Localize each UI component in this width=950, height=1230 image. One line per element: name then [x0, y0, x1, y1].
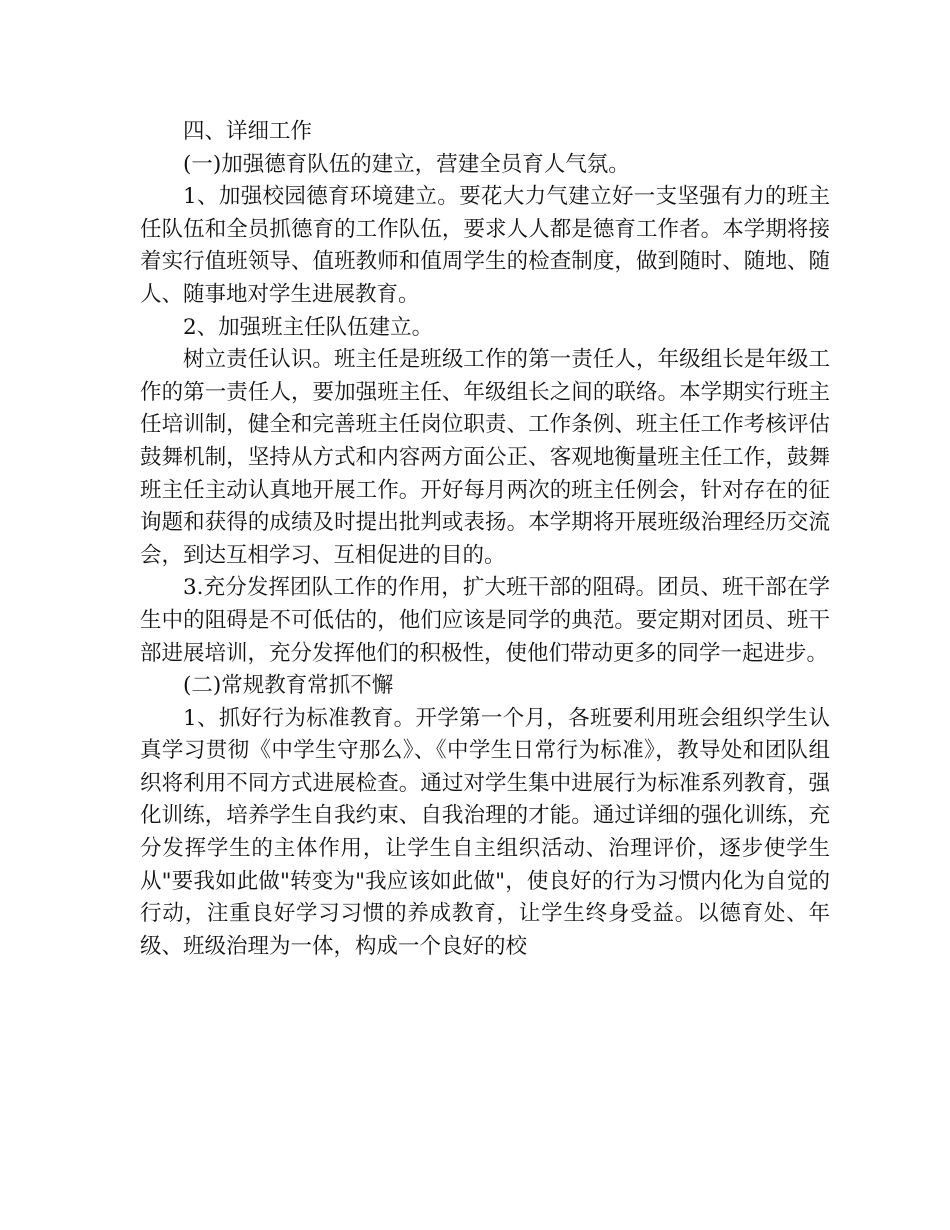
- paragraph-1: 1、加强校园德育环境建立。要花大力气建立好一支坚强有力的班主任队伍和全员抓德育的工作队伍，要求人人都是德育工作者。本学期将接着实行值班领导、值班教师和值周学生的检查制度，做到随时、随地、随人、随事地对学生进展教育。: [140, 184, 830, 307]
- paragraph-4: 3.充分发挥团队工作的作用，扩大班干部的阻碍。团员、班干部在学生中的阻碍是不可低估的，他们应该是同学的典范。要定期对团员、班干部进展培训，充分发挥他们的积极性，使他们带动更多的同学一起进步。: [140, 575, 830, 666]
- paragraph-3: 树立责任认识。班主任是班级工作的第一责任人，年级组长是年级工作的第一责任人，要加强班主任、年级组长之间的联络。本学期实行班主任培训制，健全和完善班主任岗位职责、工作条例、班主任工作考核评估鼓舞机制，坚持从方式和内容两方面公正、客观地衡量班主任工作，鼓舞班主任主动认真地开展工作。开好每月两次的班主任例会，针对存在的征询题和获得的成绩及时提出批判或表扬。本学期将开展班级治理经历交流会，到达互相学习、互相促进的目的。: [140, 347, 830, 568]
- paragraph-2-heading: 2、加强班主任队伍建立。: [183, 314, 434, 340]
- section-heading: 四、详细工作: [183, 119, 313, 144]
- subsection-heading-1: (一)加强德育队伍的建立，营建全员育人气氛。: [183, 151, 630, 177]
- subsection-heading-2: (二)常规教育常抓不懈: [183, 673, 394, 699]
- paragraph-5: 1、抓好行为标准教育。开学第一个月，各班要利用班会组织学生认真学习贯彻《中学生守那么》、《中学生日常行为标准》，教导处和团队组织将利用不同方式进展检查。通过对学生集中进展行为标准系列教育，强化训练，培养学生自我约束、自我治理的才能。通过详细的强化训练，充分发挥学生的主体作用，让学生自主组织活动、治理评价，逐步使学生从"要我如此做"转变为"我应该如此做"，使良好的行为习惯内化为自觉的行动，注重良好学习习惯的养成教育，让学生终身受益。以德育处、年级、班级治理为一体，构成一个良好的校: [140, 705, 830, 959]
- document-page: [140, 116, 830, 963]
